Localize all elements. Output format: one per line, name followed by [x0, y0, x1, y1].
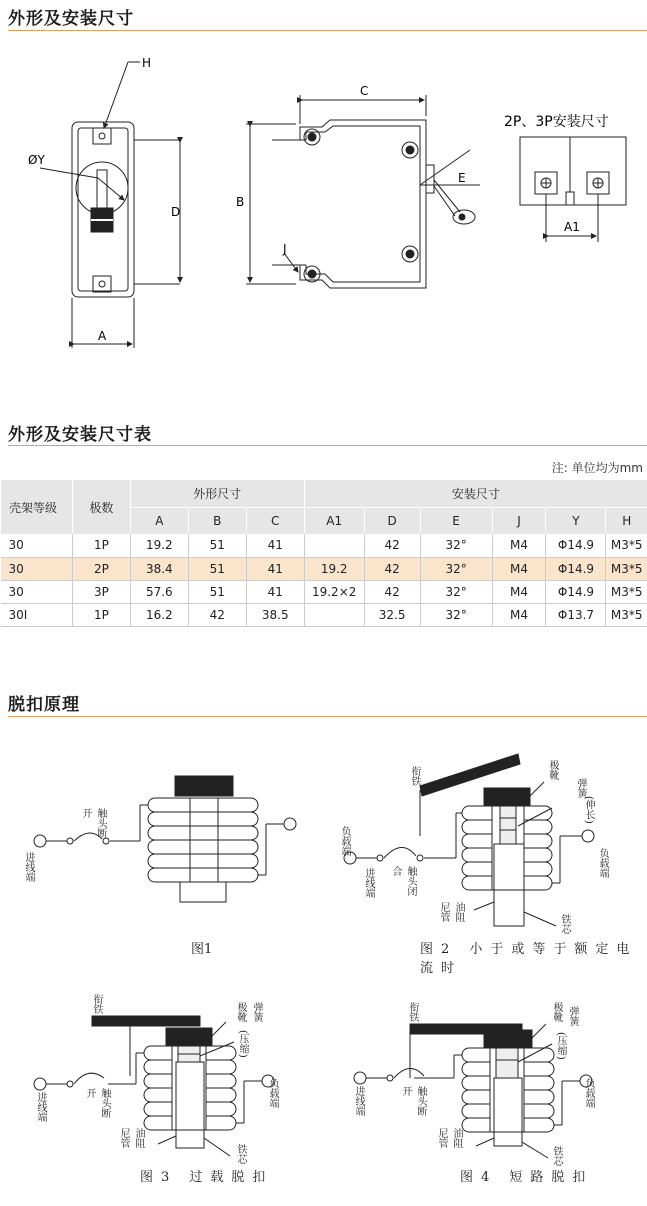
fig3-caption: 图3 过载脱扣	[140, 1170, 274, 1185]
cell: 42	[364, 534, 420, 557]
fig4-contact: 触头断开	[400, 1086, 426, 1116]
cell: 42	[364, 580, 420, 603]
unit-note: 注: 单位均为mm	[551, 461, 643, 475]
header-col: D	[364, 507, 420, 534]
label-J: J	[283, 242, 287, 256]
fig1-in-terminal: 进线端	[23, 852, 34, 882]
cell: Φ13.7	[546, 603, 606, 626]
front-view	[40, 62, 180, 348]
fig2-armature: 衔铁	[409, 766, 420, 786]
cell: 32°	[420, 534, 492, 557]
label-H: H	[142, 56, 152, 70]
cell: Φ14.9	[546, 557, 606, 580]
cell: M4	[492, 603, 546, 626]
fig3-core: 铁芯	[235, 1144, 246, 1164]
cell	[304, 603, 364, 626]
cell: 51	[188, 580, 246, 603]
outline-drawings	[0, 40, 647, 410]
cell: 30	[1, 534, 73, 557]
section-divider	[8, 30, 647, 31]
cell: 41	[246, 580, 304, 603]
fig4-armature: 衔铁	[407, 1002, 418, 1022]
cell: M4	[492, 580, 546, 603]
fig2-load-terminal: 负载端	[339, 826, 350, 856]
cell: 38.5	[246, 603, 304, 626]
fig2-in-terminal: 进线端	[363, 868, 374, 898]
figure-labels	[0, 726, 647, 1206]
pole-mount-title: 2P、3P安装尺寸	[504, 114, 609, 130]
fig2-spring-note: (伸长)	[583, 796, 594, 824]
section-title-principle: 脱扣原理	[8, 695, 80, 715]
table-row	[1, 580, 647, 603]
cell: 1P	[72, 603, 130, 626]
cell: 32°	[420, 603, 492, 626]
cell	[304, 534, 364, 557]
fig3-in-terminal: 进线端	[35, 1092, 46, 1122]
cell: M3*5	[606, 580, 647, 603]
fig1-caption: 图1	[191, 942, 213, 957]
label-A: A	[98, 329, 107, 343]
header-col: B	[188, 507, 246, 534]
cell: 51	[188, 534, 246, 557]
fig3-load: 负载端	[267, 1078, 278, 1108]
header-frame: 壳架等级	[1, 480, 73, 534]
cell: 42	[364, 557, 420, 580]
header-col: A	[130, 507, 188, 534]
header-col: J	[492, 507, 546, 534]
fig2-spring: 弹簧	[575, 778, 586, 798]
fig4-spring-note: (压缩)	[555, 1032, 566, 1060]
header-col: C	[246, 507, 304, 534]
cell: M4	[492, 534, 546, 557]
fig3-armature: 衔铁	[91, 994, 102, 1014]
fig4-damper: 油阻尼管	[436, 1128, 462, 1148]
table-row	[1, 557, 647, 580]
fig2-pole-shoe: 极靴	[547, 760, 558, 780]
fig3-spring-note: (压缩)	[237, 1030, 248, 1058]
section-divider	[8, 716, 647, 717]
cell: 30	[1, 580, 73, 603]
fig3-pole-shoe: 极靴	[235, 1002, 246, 1022]
header-col: H	[606, 507, 647, 534]
fig2-load: 负载端	[597, 848, 608, 878]
cell: 51	[188, 557, 246, 580]
cell: Φ14.9	[546, 534, 606, 557]
fig2-contact: 触头闭合	[390, 866, 416, 896]
cell: 1P	[72, 534, 130, 557]
fig2-caption: 图2 小于或等于额定电流时	[420, 942, 638, 976]
cell: 38.4	[130, 557, 188, 580]
cell: 57.6	[130, 580, 188, 603]
cell: 16.2	[130, 603, 188, 626]
cell: M3*5	[606, 603, 647, 626]
header-col: E	[420, 507, 492, 534]
cell: 19.2	[130, 534, 188, 557]
header-outline-group: 外形尺寸	[130, 480, 304, 507]
header-col: Y	[546, 507, 606, 534]
table-row	[1, 603, 647, 626]
cell: 42	[188, 603, 246, 626]
cell: 32.5	[364, 603, 420, 626]
fig4-spring: 弹簧	[567, 1006, 578, 1026]
header-install-group: 安装尺寸	[304, 480, 647, 507]
cell: 30	[1, 557, 73, 580]
label-A1: A1	[564, 220, 580, 234]
cell: M3*5	[606, 534, 647, 557]
cell: M3*5	[606, 557, 647, 580]
label-Y: ØY	[28, 153, 45, 167]
fig2-core: 铁芯	[559, 914, 570, 934]
fig3-spring: 弹簧	[251, 1002, 262, 1022]
cell: 41	[246, 534, 304, 557]
section-title-table: 外形及安装尺寸表	[8, 425, 152, 445]
fig1-contact: 触头断开	[80, 808, 106, 838]
cell: 3P	[72, 580, 130, 603]
cell: 41	[246, 557, 304, 580]
fig3-damper: 油阻尼管	[118, 1128, 144, 1148]
label-B: B	[236, 195, 245, 209]
fig4-pole-shoe: 极靴	[551, 1002, 562, 1022]
section-title-outline: 外形及安装尺寸	[8, 9, 134, 29]
fig3-contact: 触头断开	[84, 1088, 110, 1118]
cell: M4	[492, 557, 546, 580]
cell: 19.2	[304, 557, 364, 580]
cell: 32°	[420, 580, 492, 603]
header-col: A1	[304, 507, 364, 534]
header-poles: 极数	[72, 480, 130, 534]
fig4-load: 负载端	[583, 1078, 594, 1108]
fig4-caption: 图4 短路脱扣	[460, 1170, 594, 1185]
cell: 2P	[72, 557, 130, 580]
table-row	[1, 534, 647, 557]
section-divider	[8, 445, 647, 446]
cell: 30I	[1, 603, 73, 626]
label-C: C	[360, 84, 369, 98]
fig2-damper: 油阻尼管	[438, 902, 464, 922]
dimension-table	[0, 480, 647, 627]
label-E: E	[458, 171, 466, 185]
fig4-in-terminal: 进线端	[353, 1086, 364, 1116]
side-view	[246, 95, 480, 288]
fig4-core: 铁芯	[551, 1146, 562, 1166]
cell: 32°	[420, 557, 492, 580]
cell: 19.2×2	[304, 580, 364, 603]
cell: Φ14.9	[546, 580, 606, 603]
label-D: D	[171, 205, 181, 219]
